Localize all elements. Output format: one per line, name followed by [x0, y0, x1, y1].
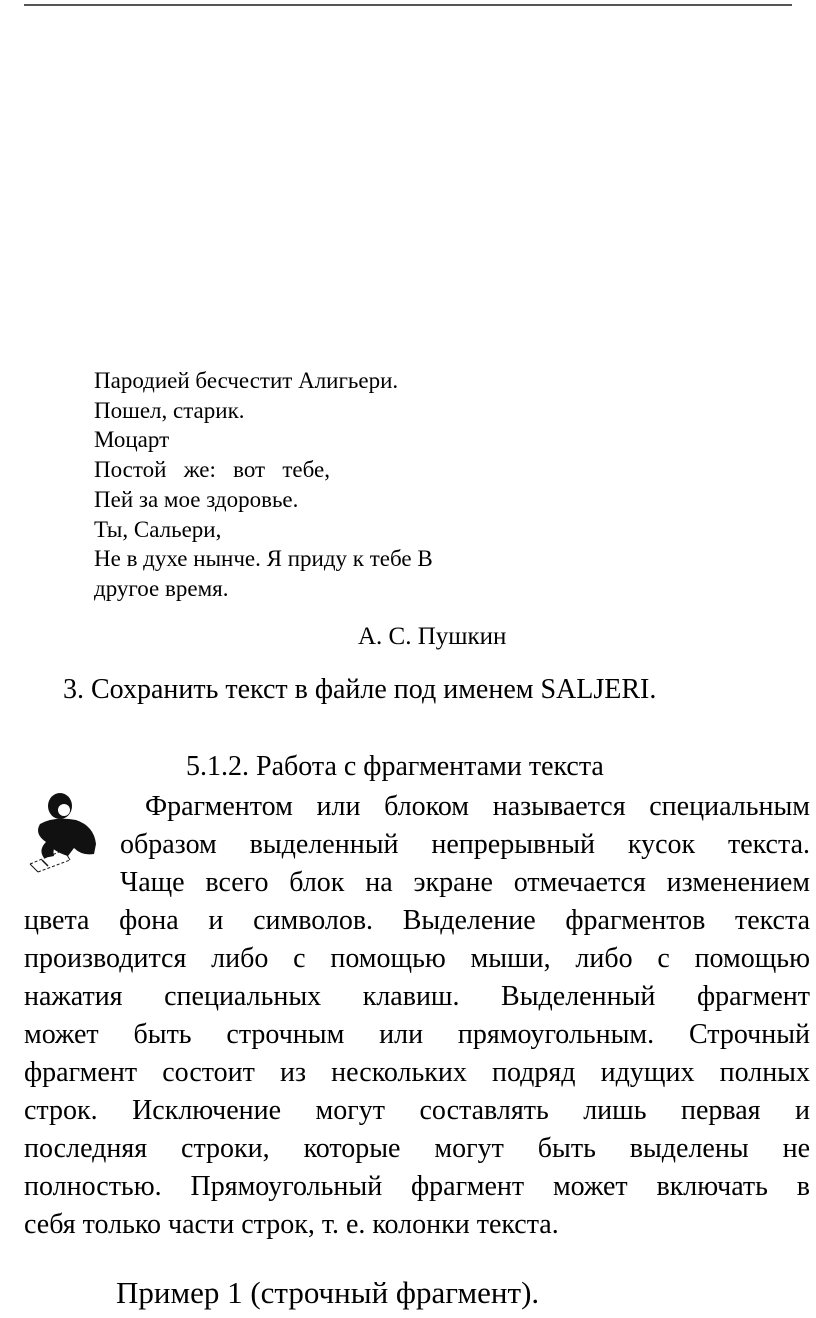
paragraph-line: образом выделенный непрерывный кусок текста. — [120, 829, 810, 860]
paragraph-line: последняя строки, которые могут быть выделены не — [24, 1133, 810, 1164]
poem-line: Ты, Сальери, — [94, 516, 222, 542]
poem-line: Моцарт — [94, 427, 170, 453]
paragraph-line: строк. Исключение могут составлять лишь первая и — [24, 1095, 810, 1126]
paragraph-line: себя только части строк, т. е. колонки текста. — [24, 1209, 559, 1240]
paragraph-line: фрагмент состоит из нескольких подряд идущих полных — [24, 1057, 810, 1088]
top-rule — [24, 4, 792, 6]
paragraph-line: полностью. Прямоугольный фрагмент может включать в — [24, 1171, 810, 1202]
poem-author: А. С. Пушкин — [358, 623, 507, 650]
poem-line: Пародией бесчестит Алигьери. — [94, 368, 399, 393]
paragraph-line: цвета фона и символов. Выделение фрагментов текста — [24, 905, 810, 936]
poem-line: Постой же: вот тебе, — [94, 457, 330, 483]
poem-line: Пошел, старик. — [94, 397, 245, 423]
example-heading: Пример 1 (строчный фрагмент). — [116, 1275, 540, 1310]
paragraph-line: Чаще всего блок на экране отмечается изменением — [120, 867, 810, 898]
poem-line: Не в духе нынче. Я приду к тебе В — [94, 546, 433, 572]
poem-line: Пей за мое здоровье. — [94, 486, 299, 512]
paragraph-line: нажатия специальных клавиш. Выделенный фрагмент — [24, 981, 810, 1012]
paragraph-line: Фрагментом или блоком называется специальным — [145, 791, 810, 822]
poem-block — [94, 366, 554, 604]
person-writing-icon — [24, 786, 104, 886]
section-title: 5.1.2. Работа с фрагментами текста — [186, 751, 604, 782]
task-instruction: 3. Сохранить текст в файле под именем SALJERI. — [63, 674, 657, 705]
paragraph-line: может быть строчным или прямоугольным. Строчный — [24, 1019, 810, 1050]
poem-line: другое время. — [94, 575, 229, 601]
paragraph-line: производится либо с помощью мыши, либо с помощью — [24, 943, 810, 974]
